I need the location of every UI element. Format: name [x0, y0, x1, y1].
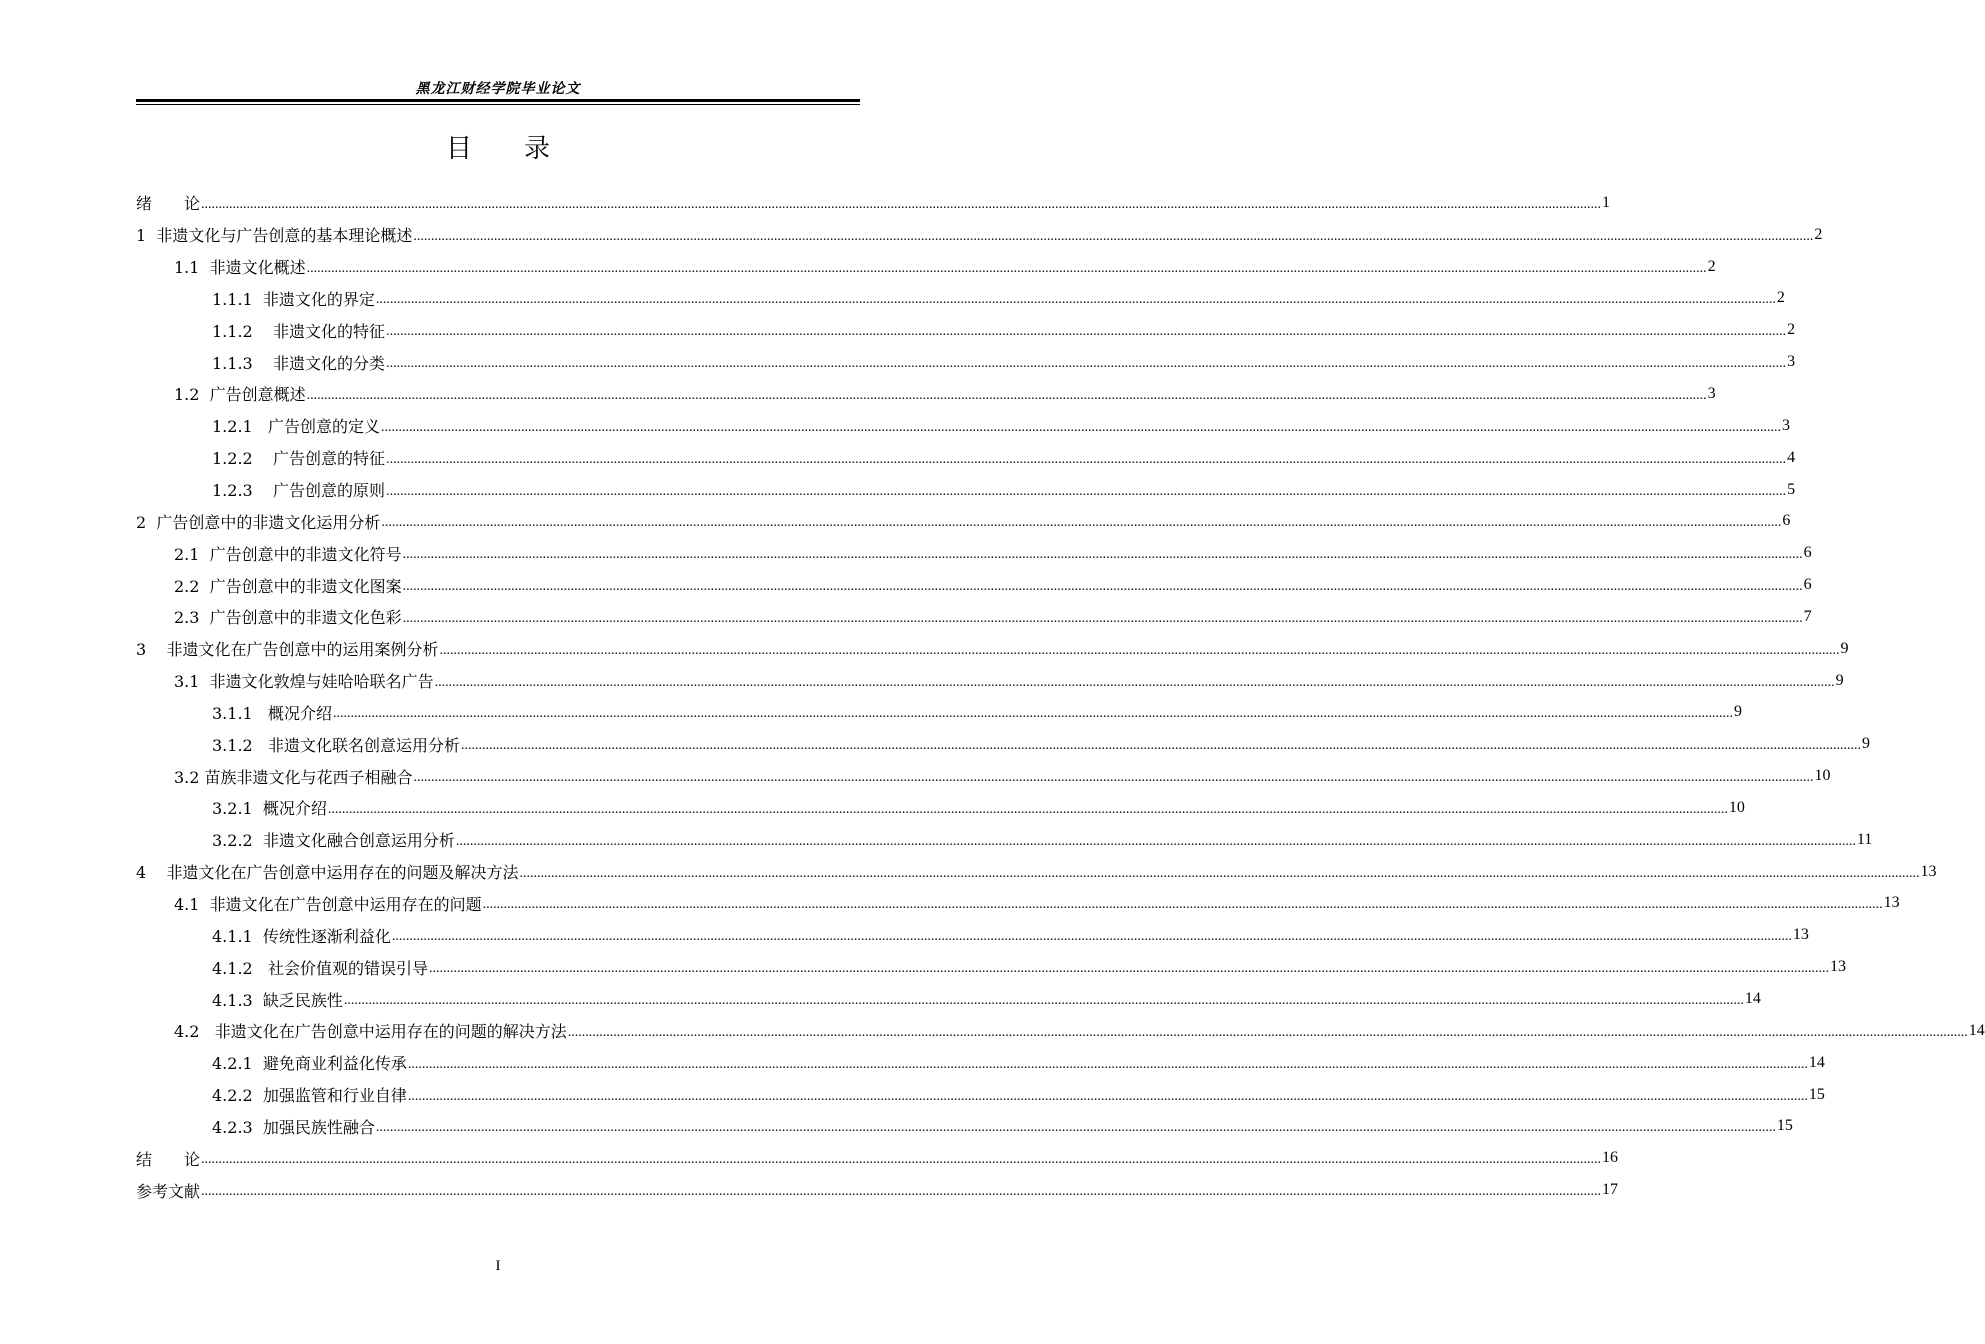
toc-entry-leader: ................................................................................................................................................................................................................................................................................................................................................................................................................ — [306, 387, 1707, 403]
toc-entry-leader: ................................................................................................................................................................................................................................................................................................................................................................................................................ — [455, 833, 1856, 849]
header-rule-thin — [136, 104, 860, 105]
toc-entry-leader: ................................................................................................................................................................................................................................................................................................................................................................................................................ — [407, 1088, 1808, 1104]
toc-entry-label: 1.2.2 广告创意的特征 — [212, 449, 386, 469]
toc-entry-leader: ................................................................................................................................................................................................................................................................................................................................................................................................................ — [407, 1056, 1808, 1072]
toc-entry-page: 14 — [1744, 990, 1761, 1008]
toc-entry-page: 15 — [1808, 1085, 1825, 1103]
toc-entry-label: 4.1 非遗文化在广告创意中运用存在的问题 — [174, 894, 482, 914]
toc-entry[interactable] — [136, 760, 1831, 792]
toc-entry-leader: ................................................................................................................................................................................................................................................................................................................................................................................................................ — [413, 228, 1814, 244]
toc-entry[interactable] — [136, 824, 1873, 856]
toc-entry[interactable] — [136, 697, 1742, 729]
toc-entry-leader: ................................................................................................................................................................................................................................................................................................................................................................................................................ — [381, 515, 1782, 531]
toc-entry-page: 7 — [1803, 607, 1812, 625]
header-rule-thick — [136, 99, 860, 102]
toc-entry-leader: ................................................................................................................................................................................................................................................................................................................................................................................................................ — [434, 674, 1835, 690]
toc-entry-leader: ................................................................................................................................................................................................................................................................................................................................................................................................................ — [375, 1120, 1776, 1136]
toc-entry[interactable] — [136, 856, 1937, 888]
toc-entry-label: 3.2.1 概况介绍 — [212, 799, 327, 819]
toc-entry-label: 2.1 广告创意中的非遗文化符号 — [174, 544, 402, 564]
toc-entry-page: 17 — [1602, 1181, 1619, 1199]
toc-entry-page: 6 — [1782, 512, 1791, 530]
toc-entry-leader: ................................................................................................................................................................................................................................................................................................................................................................................................................ — [306, 260, 1707, 276]
table-of-contents — [136, 187, 1985, 1206]
toc-entry-leader: ................................................................................................................................................................................................................................................................................................................................................................................................................ — [386, 324, 1787, 340]
toc-entry-page: 1 — [1602, 193, 1611, 211]
toc-entry-leader: ................................................................................................................................................................................................................................................................................................................................................................................................................ — [201, 196, 1602, 212]
toc-entry-page: 6 — [1803, 544, 1812, 562]
toc-entry[interactable] — [136, 601, 1812, 633]
toc-entry[interactable] — [136, 1079, 1825, 1111]
toc-entry-leader: ................................................................................................................................................................................................................................................................................................................................................................................................................ — [327, 801, 1728, 817]
toc-entry-label: 4.2.3 加强民族性融合 — [212, 1117, 375, 1137]
toc-entry-page: 4 — [1787, 448, 1796, 466]
toc-entry-page: 2 — [1707, 257, 1716, 275]
toc-entry-label: 2.2 广告创意中的非遗文化图案 — [174, 576, 402, 596]
toc-entry-page: 2 — [1776, 289, 1785, 307]
toc-entry[interactable] — [136, 665, 1844, 697]
toc-entry-label: 2.3 广告创意中的非遗文化色彩 — [174, 608, 402, 628]
toc-entry[interactable] — [136, 410, 1790, 442]
toc-entry-page: 13 — [1792, 926, 1809, 944]
toc-entry-label: 1.2.3 广告创意的原则 — [212, 481, 386, 501]
toc-entry-leader: ................................................................................................................................................................................................................................................................................................................................................................................................................ — [567, 1024, 1968, 1040]
toc-entry-label: 4 非遗文化在广告创意中运用存在的问题及解决方法 — [136, 863, 519, 883]
toc-entry-page: 2 — [1814, 225, 1823, 243]
toc-entry[interactable] — [136, 346, 1796, 378]
toc-entry-label: 1.1.3 非遗文化的分类 — [212, 353, 386, 373]
toc-entry[interactable] — [136, 951, 1846, 983]
toc-entry[interactable] — [136, 888, 1900, 920]
toc-entry[interactable] — [136, 378, 1716, 410]
toc-entry-leader: ................................................................................................................................................................................................................................................................................................................................................................................................................ — [482, 897, 1883, 913]
toc-entry-page: 9 — [1835, 671, 1844, 689]
toc-entry-label: 4.2.2 加强监管和行业自律 — [212, 1086, 407, 1106]
toc-entry[interactable] — [136, 983, 1761, 1015]
toc-entry-page: 2 — [1787, 321, 1796, 339]
toc-entry-page: 11 — [1856, 830, 1873, 848]
toc-entry-page: 6 — [1803, 576, 1812, 594]
toc-entry[interactable] — [136, 919, 1809, 951]
toc-entry-page: 9 — [1861, 735, 1870, 753]
toc-entry-leader: ................................................................................................................................................................................................................................................................................................................................................................................................................ — [380, 419, 1781, 435]
toc-entry[interactable] — [136, 728, 1870, 760]
toc-entry[interactable] — [136, 219, 1823, 251]
toc-entry-leader: ................................................................................................................................................................................................................................................................................................................................................................................................................ — [402, 547, 1803, 563]
toc-entry-label: 1.2 广告创意概述 — [174, 385, 306, 405]
toc-entry-label: 1.1.1 非遗文化的界定 — [212, 289, 375, 309]
toc-entry-page: 3 — [1707, 384, 1716, 402]
toc-entry-label: 1.2.1 广告创意的定义 — [212, 417, 380, 437]
page-number: I — [495, 1258, 501, 1274]
toc-entry[interactable] — [136, 251, 1716, 283]
toc-entry-leader: ................................................................................................................................................................................................................................................................................................................................................................................................................ — [391, 929, 1792, 945]
toc-entry-label: 绪 论 — [136, 194, 201, 214]
toc-entry[interactable] — [136, 442, 1796, 474]
toc-entry-label: 结 论 — [136, 1149, 201, 1169]
header-title: 黑龙江财经学院毕业论文 — [415, 81, 581, 97]
toc-entry[interactable] — [136, 505, 1791, 537]
toc-entry-leader: ................................................................................................................................................................................................................................................................................................................................................................................................................ — [428, 961, 1829, 977]
toc-entry-label: 参考文献 — [136, 1181, 201, 1201]
toc-entry-page: 14 — [1968, 1021, 1985, 1039]
toc-entry[interactable] — [136, 1047, 1825, 1079]
toc-entry-label: 1.1.2 非遗文化的特征 — [212, 321, 386, 341]
toc-entry-label: 3.1 非遗文化敦煌与娃哈哈联名广告 — [174, 672, 434, 692]
toc-entry-label: 1.1 非遗文化概述 — [174, 258, 306, 278]
toc-entry-leader: ................................................................................................................................................................................................................................................................................................................................................................................................................ — [201, 1184, 1602, 1200]
toc-entry-page: 13 — [1829, 958, 1846, 976]
toc-entry[interactable] — [136, 633, 1849, 665]
toc-entry-page: 14 — [1808, 1053, 1825, 1071]
toc-entry-leader: ................................................................................................................................................................................................................................................................................................................................................................................................................ — [386, 356, 1787, 372]
toc-entry[interactable] — [136, 474, 1796, 506]
toc-entry[interactable] — [136, 537, 1812, 569]
toc-entry-leader: ................................................................................................................................................................................................................................................................................................................................................................................................................ — [201, 1152, 1602, 1168]
toc-entry-leader: ................................................................................................................................................................................................................................................................................................................................................................................................................ — [460, 738, 1861, 754]
toc-entry-page: 3 — [1781, 416, 1790, 434]
toc-entry[interactable] — [136, 1015, 1985, 1047]
toc-entry[interactable] — [136, 1110, 1793, 1142]
toc-entry-label: 4.1.3 缺乏民族性 — [212, 990, 343, 1010]
toc-entry-label: 4.2 非遗文化在广告创意中运用存在的问题的解决方法 — [174, 1022, 567, 1042]
toc-entry-leader: ................................................................................................................................................................................................................................................................................................................................................................................................................ — [519, 865, 1920, 881]
toc-entry-leader: ................................................................................................................................................................................................................................................................................................................................................................................................................ — [332, 706, 1733, 722]
toc-entry-page: 10 — [1814, 767, 1831, 785]
toc-entry[interactable] — [136, 314, 1796, 346]
toc-title: 目 录 — [445, 134, 550, 164]
toc-entry[interactable] — [136, 569, 1812, 601]
toc-entry[interactable] — [136, 1142, 1619, 1174]
toc-entry[interactable] — [136, 792, 1745, 824]
toc-entry-leader: ................................................................................................................................................................................................................................................................................................................................................................................................................ — [343, 993, 1744, 1009]
toc-entry-label: 3.2 苗族非遗文化与花西子相融合 — [174, 767, 413, 787]
toc-entry-label: 3 非遗文化在广告创意中的运用案例分析 — [136, 640, 439, 660]
toc-entry[interactable] — [136, 283, 1785, 315]
toc-entry-page: 10 — [1728, 798, 1745, 816]
toc-entry-page: 9 — [1840, 639, 1849, 657]
toc-entry-label: 2 广告创意中的非遗文化运用分析 — [136, 512, 381, 532]
toc-entry-leader: ................................................................................................................................................................................................................................................................................................................................................................................................................ — [402, 579, 1803, 595]
toc-entry-leader: ................................................................................................................................................................................................................................................................................................................................................................................................................ — [386, 451, 1787, 467]
toc-entry-label: 4.2.1 避免商业利益化传承 — [212, 1054, 407, 1074]
toc-entry-label: 4.1.2 社会价值观的错误引导 — [212, 958, 428, 978]
toc-entry-leader: ................................................................................................................................................................................................................................................................................................................................................................................................................ — [413, 770, 1814, 786]
toc-entry[interactable] — [136, 1174, 1619, 1206]
toc-entry-leader: ................................................................................................................................................................................................................................................................................................................................................................................................................ — [375, 292, 1776, 308]
toc-entry-page: 5 — [1787, 480, 1796, 498]
toc-entry-page: 9 — [1733, 703, 1742, 721]
toc-entry-label: 3.1.1 概况介绍 — [212, 703, 332, 723]
toc-entry[interactable] — [136, 187, 1611, 219]
toc-entry-page: 15 — [1776, 1117, 1793, 1135]
toc-entry-label: 1 非遗文化与广告创意的基本理论概述 — [136, 226, 413, 246]
toc-entry-label: 3.2.2 非遗文化融合创意运用分析 — [212, 831, 455, 851]
toc-entry-label: 3.1.2 非遗文化联名创意运用分析 — [212, 735, 460, 755]
toc-entry-page: 3 — [1787, 353, 1796, 371]
toc-entry-leader: ................................................................................................................................................................................................................................................................................................................................................................................................................ — [439, 642, 1840, 658]
toc-entry-page: 13 — [1883, 894, 1900, 912]
toc-entry-page: 16 — [1602, 1149, 1619, 1167]
toc-entry-leader: ................................................................................................................................................................................................................................................................................................................................................................................................................ — [386, 483, 1787, 499]
toc-entry-leader: ................................................................................................................................................................................................................................................................................................................................................................................................................ — [402, 610, 1803, 626]
toc-entry-page: 13 — [1920, 862, 1937, 880]
toc-entry-label: 4.1.1 传统性逐渐利益化 — [212, 926, 391, 946]
